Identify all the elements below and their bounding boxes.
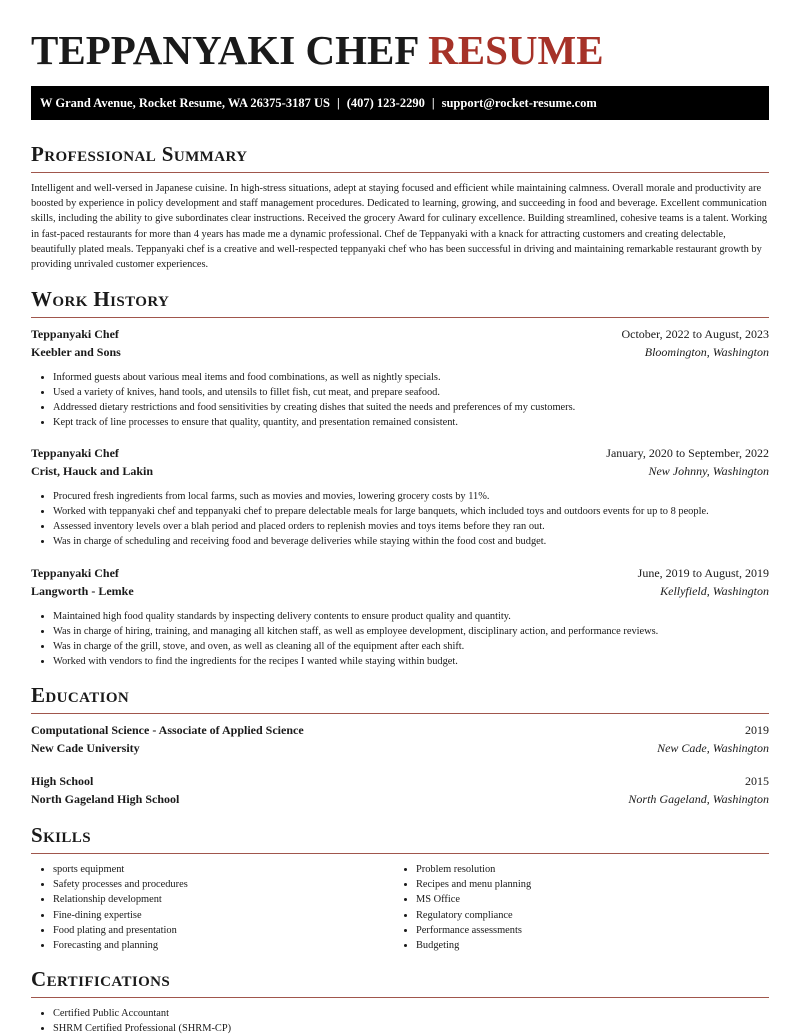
skill-item: • Fine-dining expertise — [53, 908, 188, 923]
education-school: North Gageland High School — [31, 792, 180, 806]
skills-list-right — [394, 862, 531, 953]
skill-item: • Food plating and presentation — [53, 923, 188, 938]
skill-item: • Budgeting — [416, 938, 531, 953]
job-bullet: • Informed guests about various meal items and food combinations, as well as nightly specials. — [53, 370, 769, 385]
work-history-divider — [31, 317, 769, 318]
job-bullet: • Worked with teppanyaki chef and teppanyaki chef to prepare delectable meals for large banquets, which included toys and outdoors events for up to 8 people. — [53, 504, 769, 519]
contact-phone[interactable]: (407) 123-2290 — [346, 96, 425, 110]
education-school-row — [31, 741, 769, 759]
job-title: Teppanyaki Chef — [31, 566, 119, 580]
job-bullet: • Was in charge of scheduling and receiving food and beverage deliveries while staying within the food cost and budget. — [53, 534, 769, 549]
skills-list-left — [31, 862, 188, 953]
contact-address: W Grand Avenue, Rocket Resume, WA 26375-3187 US — [40, 96, 330, 110]
job-entry — [31, 327, 769, 430]
skill-item: • Safety processes and procedures — [53, 877, 188, 892]
summary-divider — [31, 172, 769, 173]
education-year: 2019 — [745, 723, 769, 737]
summary-text: Intelligent and well-versed in Japanese cuisine. In high-stress situations, adept at staying focused and efficient while maintaining calmness. Overall morale and productivity are boosted by experience in policy development and staff management procedures. Dedicated to learning, growing, and succeeding in food and beverage. Excellent communication skills, including the ability to give subordinates clear instructions. Received the grocery Award for culinary excellence. Building streamlined, cohesive teams is a talent. Working in fast-paced restaurants for more than 4 years has made me a dynamic professional. Chef de Teppanyaki with a knack for attracting customers and creating delectable, beautifully plated meals. Teppanyaki chef is a creative and well-respected teppanyaki chef who has been successful in driving and maintaining remarkable restaurant growth by providing unrivaled customer experiences. — [31, 183, 768, 271]
skill-item: • Problem resolution — [416, 862, 531, 877]
job-bullet: • Was in charge of hiring, training, and managing all kitchen staff, as well as employee development, disciplinary action, and performance reviews. — [53, 624, 769, 639]
skill-item: • Performance assessments — [416, 923, 531, 938]
certifications-list — [31, 1006, 231, 1036]
job-entry — [31, 446, 769, 549]
education-degree: Computational Science - Associate of Applied Science — [31, 723, 304, 737]
job-bullet: • Was in charge of the grill, stove, and oven, as well as cleaning all of the equipment after each shift. — [53, 639, 769, 654]
job-bullets — [31, 609, 769, 669]
job-title-row — [31, 327, 769, 345]
job-entry — [31, 566, 769, 669]
work-history-heading: Work History — [31, 287, 170, 311]
job-bullet: • Used a variety of knives, hand tools, and utensils to fillet fish, cut meat, and prepare seafood. — [53, 385, 769, 400]
skill-item: • Recipes and menu planning — [416, 877, 531, 892]
job-bullet: • Kept track of line processes to ensure that quality, quantity, and presentation remained consistent. — [53, 415, 769, 430]
certification-item: • SHRM Certified Professional (SHRM-CP) — [53, 1021, 231, 1036]
job-company: Keebler and Sons — [31, 345, 121, 359]
job-title: Teppanyaki Chef — [31, 446, 119, 460]
job-location: New Johnny, Washington — [648, 464, 769, 478]
job-title-row — [31, 446, 769, 464]
resume-title — [31, 26, 604, 74]
job-dates: January, 2020 to September, 2022 — [606, 446, 769, 460]
education-degree-row — [31, 774, 769, 792]
education-degree-row — [31, 723, 769, 741]
job-dates: June, 2019 to August, 2019 — [637, 566, 769, 580]
job-bullet: • Procured fresh ingredients from local farms, such as movies and movies, lowering grocery costs by 11%. — [53, 489, 769, 504]
skills-heading: Skills — [31, 823, 91, 847]
certification-item: • Certified Public Accountant — [53, 1006, 231, 1021]
education-entry — [31, 774, 769, 810]
skill-item: • Relationship development — [53, 892, 188, 907]
job-company: Crist, Hauck and Lakin — [31, 464, 154, 478]
education-school: New Cade University — [31, 741, 140, 755]
job-company-row — [31, 464, 769, 482]
job-bullet: • Addressed dietary restrictions and food sensitivities by creating dishes that suited the needs and preferences of my customers. — [53, 400, 769, 415]
job-bullet: • Maintained high food quality standards by inspecting delivery contents to ensure product quality and quantity. — [53, 609, 769, 624]
skills-divider — [31, 853, 769, 854]
certifications-heading: Certifications — [31, 967, 171, 991]
education-entry — [31, 723, 769, 759]
education-location: New Cade, Washington — [657, 741, 769, 755]
summary-heading: Professional Summary — [31, 142, 248, 166]
job-company: Langworth - Lemke — [31, 584, 134, 598]
job-location: Bloomington, Washington — [644, 345, 769, 359]
job-bullet: • Worked with vendors to find the ingredients for the recipes I wanted while staying within budget. — [53, 654, 769, 669]
contact-email[interactable]: support@rocket-resume.com — [441, 96, 597, 110]
education-heading: Education — [31, 683, 130, 707]
education-degree: High School — [31, 774, 94, 788]
skill-item: • sports equipment — [53, 862, 188, 877]
education-divider — [31, 713, 769, 714]
title-accent: RESUME — [428, 27, 604, 73]
job-bullet: • Assessed inventory levels over a blah period and placed orders to replenish movies and toys items before they ran out. — [53, 519, 769, 534]
skill-item: • Regulatory compliance — [416, 908, 531, 923]
education-year: 2015 — [745, 774, 769, 788]
contact-separator: | — [336, 96, 340, 110]
contact-bar — [31, 86, 769, 120]
skill-item: • Forecasting and planning — [53, 938, 188, 953]
job-bullets — [31, 370, 769, 430]
contact-separator: | — [431, 96, 435, 110]
job-title-row — [31, 566, 769, 584]
education-school-row — [31, 792, 769, 810]
job-company-row — [31, 345, 769, 363]
job-bullets — [31, 489, 769, 549]
education-location: North Gageland, Washington — [628, 792, 769, 806]
skill-item: • MS Office — [416, 892, 531, 907]
certifications-divider — [31, 997, 769, 998]
job-location: Kellyfield, Washington — [660, 584, 769, 598]
title-main: TEPPANYAKI CHEF — [31, 27, 418, 73]
job-title: Teppanyaki Chef — [31, 327, 119, 341]
job-company-row — [31, 584, 769, 602]
job-dates: October, 2022 to August, 2023 — [621, 327, 769, 341]
